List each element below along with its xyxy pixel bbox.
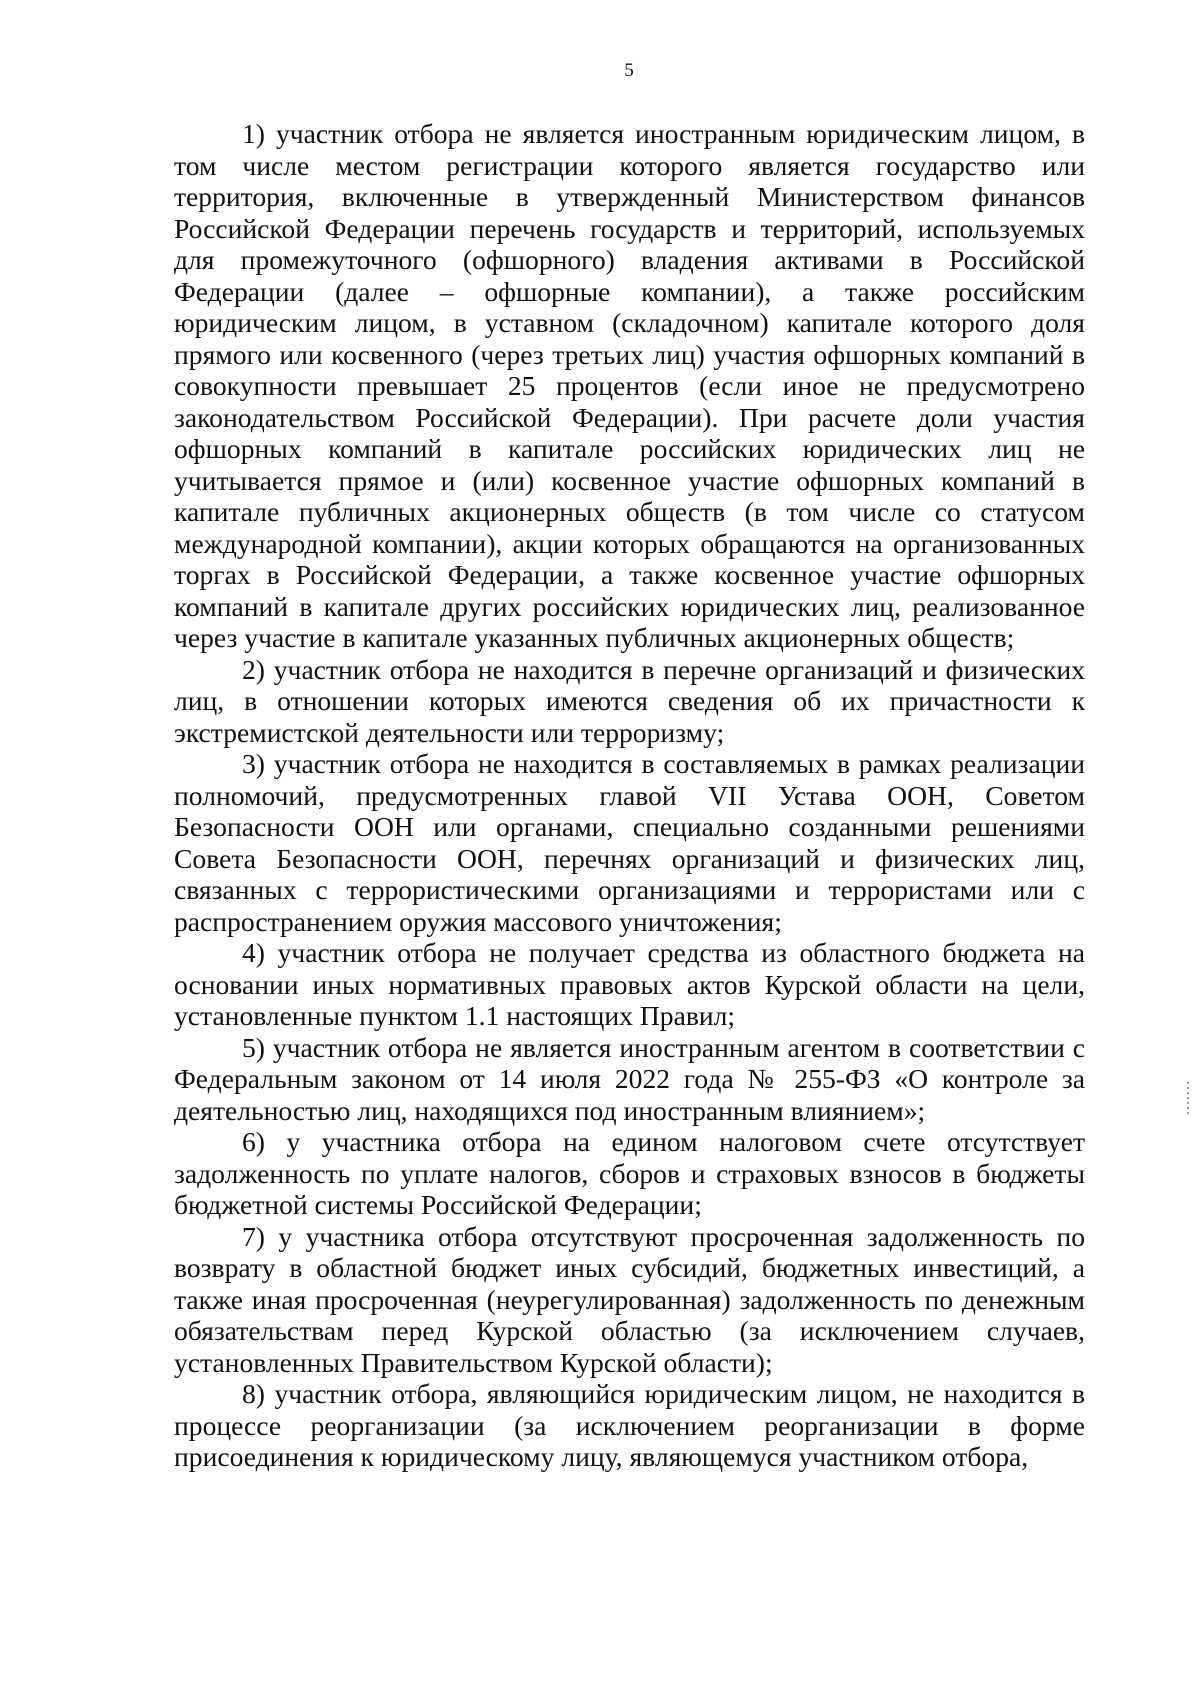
page-number: 5: [624, 60, 634, 81]
paragraph-item-6: 6) у участника отбора на едином налоговом счете отсутствует задолженность по уплате налогов, сборов и страховых взносов в бюджеты бюджетной системы Российской Федерации;: [174, 1126, 1085, 1220]
paragraph-item-4: 4) участник отбора не получает средства из областного бюджета на основании иных нормативных правовых актов Курской области на цели, установленные пунктом 1.1 настоящих Правил;: [174, 937, 1085, 1031]
paragraph-item-1: 1) участник отбора не является иностранным юридическим лицом, в том числе местом регистрации которого является государство или территория, включенные в утвержденный Министерством финансов Российской Федерации перечень государств и территорий, используемых для промежуточного (офшорного) владения активами в Российской Федерации (далее – офшорные компании), а также российским юридическим лицом, в уставном (складочном) капитале которого доля прямого или косвенного (через третьих лиц) участия офшорных компаний в совокупности превышает 25 процентов (если иное не предусмотрено законодательством Российской Федерации). При расчете доли участия офшорных компаний в капитале российских юридических лиц не учитывается прямое и (или) косвенное участие офшорных компаний в капитале публичных акционерных обществ (в том числе со статусом международной компании), акции которых обращаются на организованных торгах в Российской Федерации, а также косвенное участие офшорных компаний в капитале других российских юридических лиц, реализованное через участие в капитале указанных публичных акционерных обществ;: [174, 118, 1085, 653]
paragraph-item-7: 7) у участника отбора отсутствуют просроченная задолженность по возврату в областной бюджет иных субсидий, бюджетных инвестиций, а также иная просроченная (неурегулированная) задолженность по денежным обязательствам перед Курской областью (за исключением случаев, установленных Правительством Курской области);: [174, 1220, 1085, 1378]
scan-edge-mark: [1187, 1082, 1189, 1116]
document-body: [174, 118, 1085, 1473]
paragraph-item-3: 3) участник отбора не находится в составляемых в рамках реализации полномочий, предусмотренных главой VII Устава ООН, Советом Безопасности ООН или органами, специально созданными решениями Совета Безопасности ООН, перечнях организаций и физических лиц, связанных с террористическими организациями и террористами или с распространением оружия массового уничтожения;: [174, 748, 1085, 937]
paragraph-item-2: 2) участник отбора не находится в перечне организаций и физических лиц, в отношении которых имеются сведения об их причастности к экстремистской деятельности или терроризму;: [174, 653, 1085, 748]
paragraph-item-8: 8) участник отбора, являющийся юридическим лицом, не находится в процессе реорганизации (за исключением реорганизации в форме присоединения к юридическому лицу, являющемуся участником отбора,: [174, 1378, 1085, 1472]
paragraph-item-5: 5) участник отбора не является иностранным агентом в соответствии с Федеральным законом от 14 июля 2022 года № 255-ФЗ «О контроле за деятельностью лиц, находящихся под иностранным влиянием»;: [174, 1031, 1085, 1126]
